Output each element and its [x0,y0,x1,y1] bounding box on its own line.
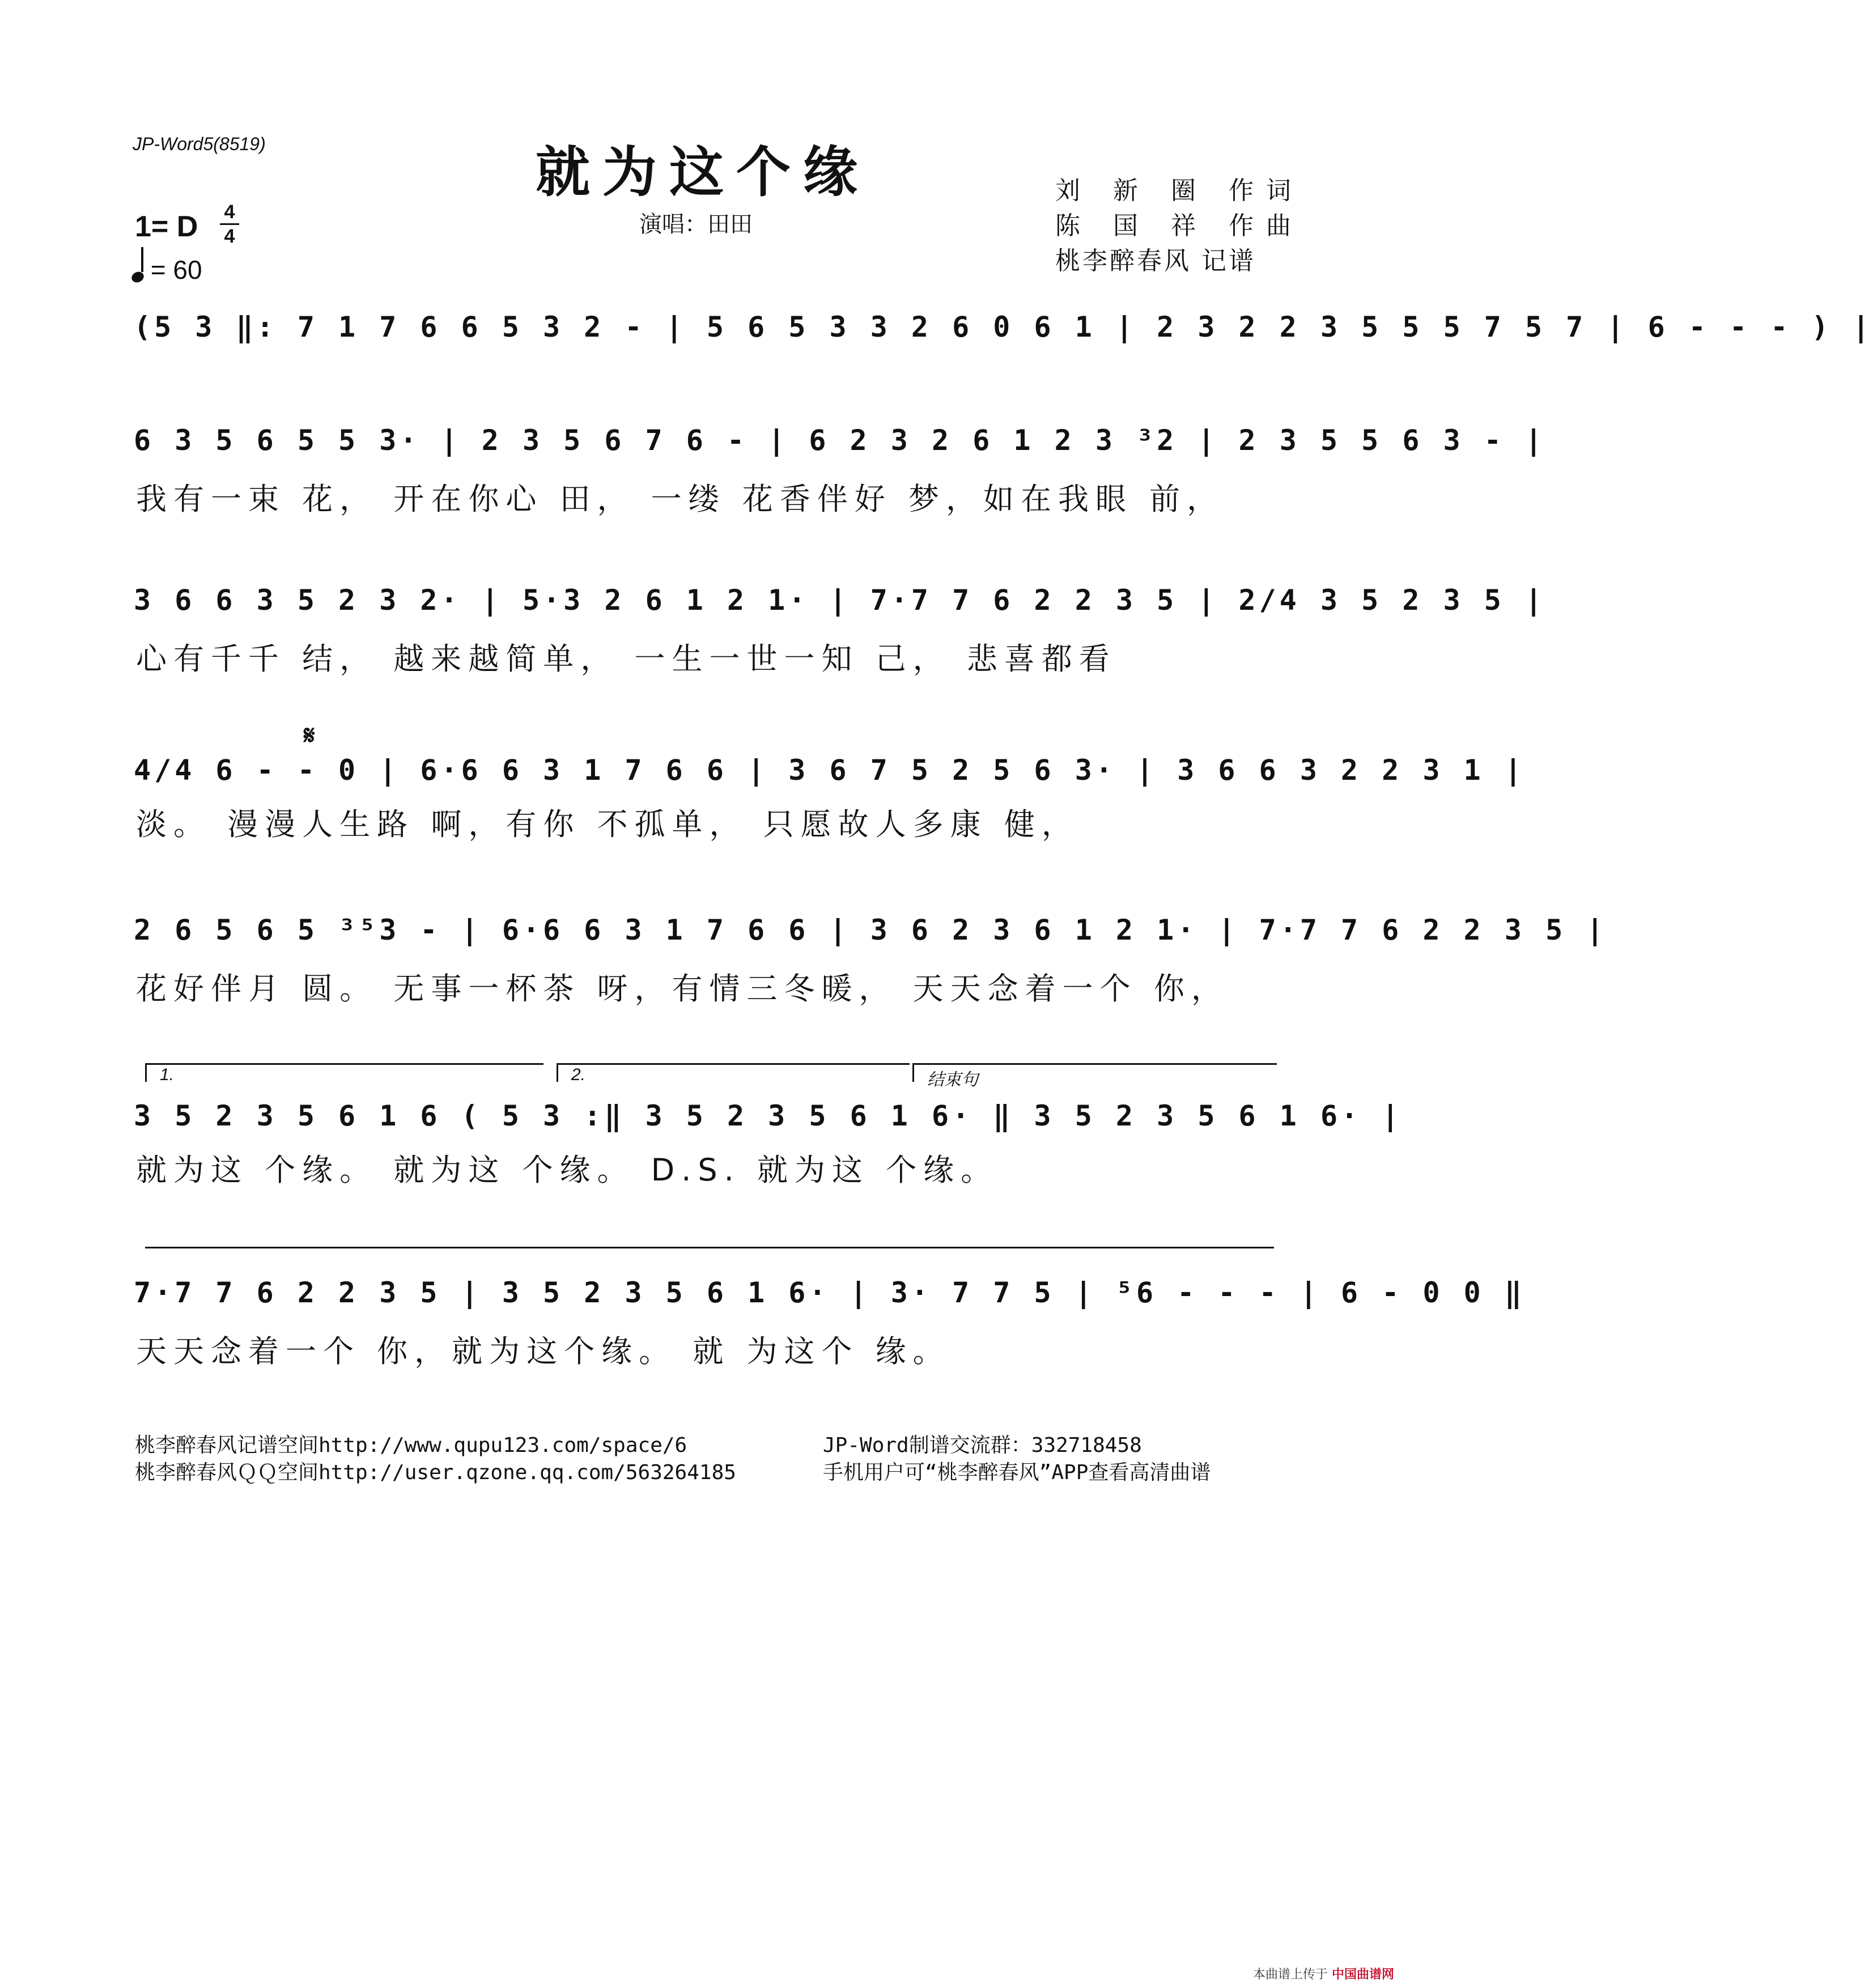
score-line-7: 7·7 7 6 2 2 3 5 | 3 5 2 3 5 6 1 6· | 3· 7 7 5 | ⁵6 - - - | 6 - 0 0 ‖ [134,1276,1525,1309]
software-label: JP-Word5(8519) [133,134,266,154]
tempo-marking [131,254,202,285]
score-line-4: 4/4 6 - - 0 | 6·6 6 3 1 7 6 6 | 3 6 7 5 2 5 6 3· | 3 6 6 3 2 2 3 1 | [134,754,1525,787]
score-line-2: 6 3 5 6 5 5 3· | 2 3 5 6 7 6 - | 6 2 3 2 6 1 2 3 ³2 | 2 3 5 5 6 3 - | [134,424,1546,457]
time-signature [220,202,239,247]
volta-1-label: 1. [160,1065,175,1084]
lyric-line-2: 我有一束 花， 开在你心 田， 一缕 花香伴好 梦，如在我眼 前， [136,481,1225,517]
footer-group: JP-Word制谱交流群：332718458 [823,1434,1142,1457]
tempo-value: = 60 [150,255,202,284]
volta-bracket-2 [557,1063,910,1082]
upload-stamp [1253,1965,1394,1982]
footer-link-qzone: 桃李醉春风ＱＱ空间http://user.qzone.qq.com/563264185 [135,1461,736,1484]
score-line-5: 2 6 5 6 5 ³⁵3 - | 6·6 6 3 1 7 6 6 | 3 6 2 3 6 1 2 1· | 7·7 7 6 2 2 3 5 | [134,914,1607,946]
volta-bracket-1 [145,1063,543,1082]
segno-icon: 𝄋 [304,720,315,750]
footer-link-space: 桃李醉春风记谱空间http://www.qupu123.com/space/6 [135,1434,687,1457]
singer-credit: 演唱：田田 [639,211,753,237]
lyric-line-5: 花好伴月 圆。 无事一杯茶 呀，有情三冬暖， 天天念着一个 你， [136,971,1229,1006]
score-line-6: 3 5 2 3 5 6 1 6 ( 5 3 :‖ 3 5 2 3 5 6 1 6· ‖ 3 5 2 3 5 6 1 6· | [134,1099,1403,1132]
lyric-line-7: 天天念着一个 你，就为这个缘。 就 为这个 缘。 [136,1333,950,1369]
score-line-1: (5 3 ‖: 7 1 7 6 6 5 3 2 - | 5 6 5 3 3 2 6 0 6 1 | 2 3 2 2 3 5 5 5 7 5 7 | 6 - - - ) | [134,311,1873,343]
coda-bracket [145,1247,1274,1248]
stamp-brand: 中国曲谱网 [1331,1968,1394,1982]
key-signature: 1= D [135,210,198,243]
composer-credit: 陈 国 祥 作曲 [1055,211,1303,240]
time-sig-top: 4 [224,201,235,223]
lyricist-credit: 刘 新 圈 作词 [1055,176,1303,205]
ending-label: 结束句 [927,1071,978,1089]
time-sig-bottom: 4 [224,226,235,247]
score-line-3: 3 6 6 3 5 2 3 2· | 5·3 2 6 1 2 1· | 7·7 7 6 2 2 3 5 | 2/4 3 5 2 3 5 | [134,584,1546,617]
lyric-line-4: 淡。 漫漫人生路 啊，有你 不孤单， 只愿故人多康 健， [136,806,1079,842]
transcriber-credit: 桃李醉春风 记谱 [1055,247,1256,275]
quarter-note-icon [130,270,146,284]
footer-app-note: 手机用户可“桃李醉春风”APP查看高清曲谱 [823,1461,1211,1484]
song-title: 就为这个缘 [536,140,870,204]
stamp-text: 本曲谱上传于 [1252,1968,1328,1982]
lyric-line-3: 心有千千 结， 越来越简单， 一生一世一知 己， 悲喜都看 [136,641,1116,677]
volta-2-label: 2. [571,1065,586,1084]
lyric-line-6: 就为这 个缘。 就为这 个缘。 D.S. 就为这 个缘。 [136,1152,999,1188]
